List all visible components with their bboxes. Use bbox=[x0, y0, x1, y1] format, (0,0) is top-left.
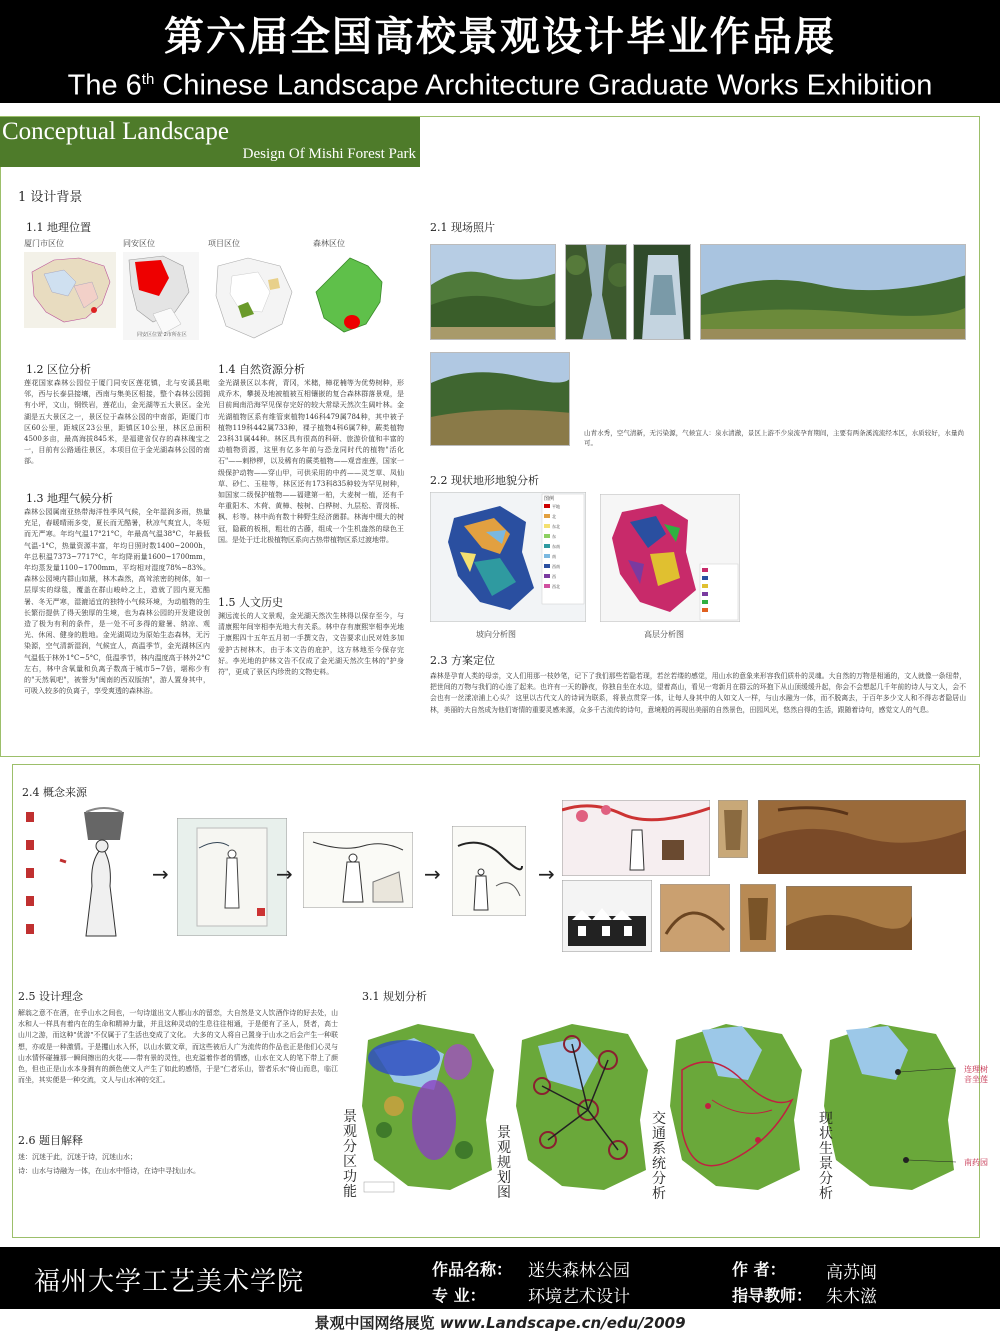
title-en: The 6th Chinese Landscape Architecture Graduate Works Exhibition bbox=[67, 69, 933, 102]
arrow-right-icon: → bbox=[424, 862, 441, 886]
concept-painting-3 bbox=[452, 826, 526, 916]
slope-legend-title: 图例 bbox=[544, 496, 555, 502]
concept-painting-6 bbox=[758, 800, 966, 874]
website-link[interactable]: www.Landscape.cn/edu/2009 bbox=[439, 1314, 686, 1332]
legend-text-5: 南 bbox=[552, 554, 556, 559]
section-1-5-title: 1.5 人文历史 bbox=[218, 596, 283, 609]
banner-title: Conceptual Landscape bbox=[2, 118, 229, 145]
arrow-right-icon: → bbox=[538, 862, 555, 886]
plan-label-zoning: 景观分区功能 bbox=[343, 1109, 357, 1200]
site-photo-2 bbox=[565, 244, 627, 340]
project-map bbox=[208, 252, 300, 344]
legend-text-1: 北 bbox=[552, 514, 556, 519]
plan-map-ecology bbox=[816, 1010, 964, 1196]
section-2-3-text: 森林是孕育人类的母亲，文人们用那一枝妙笔，记下了我们那些若隐若现，若丝若缕的感觉，用山水的意象来形容我们质朴的灵魂。大自然的万物是相通的，文人就像一条纽带，把世间的万物与我们的心连了起来。也许有一天的静夜，你独自坐在水边，望着高山，看见一弯新月在群云的环抱下从山顶缓缓升起，你会不会想起几千年前的诗人与文人，会不会也有一丝漾凉浦上心头？ 这里以古代文人的诗词为联系，将景点贯穿一体，让每人身其中的人如文人一样，与山水融为一体，而不脱离去，于百年多少文人和不得志者隐居山林，美丽的大自然成为他们寄情的重要灵感来源，众多千古流传的诗句，意境般的再现出美丽的自然景色，田园风光，悠然自得的生活，跟随着诗句，感觉文人的气息。 bbox=[430, 672, 966, 714]
site-photo-4 bbox=[700, 244, 966, 340]
elevation-analysis-map bbox=[600, 494, 740, 622]
section-2-2-title: 2.2 现状地形地貌分析 bbox=[430, 474, 539, 487]
elevation-label: 高层分析图 bbox=[644, 630, 684, 639]
annotation-nanyao-garden: 南药园 bbox=[964, 1158, 988, 1167]
legend-swatch-4 bbox=[544, 544, 550, 548]
section-1-3-text: 森林公园属南亚热带海洋性季风气候，全年湿润多雨，热量充足，春暖晴雨多变，夏长而无酷暑，秋凉气爽宜人，冬短而无严寒。年均气温17°21°C，年最高气温38°C，年最低气温-1°C，热量资源丰富，年均日照时数1400~2000h，年总积温7373~7717°C，年均降雨量1600~1700mm，年均蒸发量1100~1700mm，平均相对湿度78%~83%。森林公园境内群山如黛，林木森然，高耸浓密的树体，如一层厚实的绿毯，覆盖在群山峻岭之上，造就了园内夏无酷暑、冬无严寒，湿漉适宜的独特小气候环境，为动植物的生长繁衍提供了得天独厚的生境，也为森林公园的开发建设创造了极为有利的条件，是一处不可多得的避暑、纳凉、观光、休闲、健身的胜地。金光湖周边为原始生态森林，无污染源，空气清新湿润，气候宜人，高温季节，金光湖林区内气温低于林外1°C~5°C，低温季节，林内温度高于林外2°C左右，林中含氧量和负离子数高于城市5~7倍，堪称少有的"天然氧吧"，被誉为"闽南的西双版纳"，游人置身其中，可吸入较多的负离子，享受爽透的森林浴。 bbox=[24, 508, 210, 696]
section-1-1-title: 1.1 地理位置 bbox=[26, 221, 91, 234]
section-2-4-title: 2.4 概念来源 bbox=[22, 786, 87, 799]
legend-swatch-7 bbox=[544, 574, 550, 578]
section-2-5-title: 2.5 设计理念 bbox=[18, 990, 83, 1003]
concept-painting-4 bbox=[562, 800, 710, 876]
china-map bbox=[24, 252, 116, 328]
bottom-bar bbox=[0, 1309, 1000, 1333]
section-1-2-title: 1.2 区位分析 bbox=[26, 363, 91, 376]
concept-painting-7 bbox=[562, 880, 652, 952]
label-tongan: 同安区位 bbox=[123, 239, 155, 248]
legend-swatch-6 bbox=[544, 564, 550, 568]
advisor-value: 朱木滋 bbox=[826, 1287, 877, 1307]
section-2-5-text: 解翁之意不在酒，在乎山水之间也，一句诗道出文人都山水的留恋，大自然是文人饮酒作诗的好去处，山水和人一样具有着内在的生命和精神力量，并且这种灵动的生息往往相通，于是便有了圣人，贤者，高士山川之游，而这种"优游"不仅属于了生活也变成了文化。 大多的文人将自己置身于山水之后会产生一种联想，亦或是一种激情。于是攫山水入怀，以山水做文章，而这些被后人广为流传的作品也正是他们心灵与山水情怀碰撞那一瞬间擦出的火花——带有景的灵性，也充溢着作者的情感，山水在文人的笔下带上了颜色，但也正是山水本身拥有的颜色使文人产生了如此的感悟，于是"仁者乐山，智者乐水"倚山而息，临江而坐，其实便是一种交流，文人与山水神的交汇。 bbox=[18, 1009, 338, 1085]
arrow-right-icon: → bbox=[152, 862, 169, 886]
section-1-4-title: 1.4 自然资源分析 bbox=[218, 363, 305, 376]
concept-painting-8 bbox=[660, 884, 730, 952]
concept-painting-5 bbox=[718, 800, 748, 858]
plan-map-landscape bbox=[508, 1010, 656, 1196]
legend-text-3: 东 bbox=[552, 534, 556, 539]
major-value: 环境艺术设计 bbox=[528, 1287, 630, 1307]
section-3-1-title: 3.1 规划分析 bbox=[362, 990, 427, 1003]
section-1-title: 1 设计背景 bbox=[18, 190, 83, 205]
work-name-value: 迷失森林公园 bbox=[528, 1261, 630, 1281]
plan-label-traffic: 交通系统分析 bbox=[652, 1111, 666, 1202]
legend-text-7: 西 bbox=[552, 574, 556, 579]
slope-label: 坡向分析图 bbox=[476, 630, 516, 639]
arrow-right-icon: → bbox=[276, 862, 293, 886]
section-1-5-text: 渊远流长的人文景观，金光湖天然次生林得以保存至今，与清康熙年间宰相李光地大有关系。林中存有康熙宰相李光地于康熙四十五年五月初一手撰文告，文告要求山民对姓多加爱护古树林木，由于本文告的庇护，这方林地至今保存完好。李光地的护林文告不仅成了金光湖天然次生林的"护身符"，更成了景区内珍贵的文物史料。 bbox=[218, 612, 404, 677]
section-2-6-title: 2.6 题目解释 bbox=[18, 1134, 83, 1147]
slope-analysis-map bbox=[430, 492, 586, 622]
banner-subtitle: Design Of Mishi Forest Park bbox=[242, 146, 416, 162]
concept-painting-10 bbox=[786, 886, 912, 950]
forest-map bbox=[310, 252, 392, 338]
plan-label-landscape: 景观规划图 bbox=[497, 1125, 511, 1201]
label-forest: 森林区位 bbox=[313, 239, 345, 248]
section-1-4-text: 金光湖景区以本荷，青冈，米槠，樟花楠等为优势树种，形成乔木，攀援及地被植被互相镶嵌的复合森林群落景观，是目前闽南沿海罕见保存完好的较大常绿天然次生阔叶林。金光湖植物区系有维管束植物146科479属784种，其中被子植物119科442属733种，裸子植物4科6属7种，蕨类植物23科31属44种。林区具有很高的科研、旅游价值和丰富的动植物资源，这里有亿多年前与恐龙同时代的植物"活化石"——刺桫椤，以及稀有的蕨类植物——观音座莲，国家一级保护动物——穿山甲，可供采用的中药——灵芝草、凤仙草、砂仁、玉桂等，林区还有173科835种较为罕见树种，如国家二级保护植物——福建第一柏，大麦树一植，还有千年重阳木、木荷、黄樟、桉树、白桦树、九层松、青岗栎、枫、杉等。林中尚有数十种野生经济菌群。林海中缀大的树冠，隐蔽的板根，粗壮的古藤，组成一个生机盎然的绿色王国。是处于迁北极植物区系向古热带植物区系过渡地带。 bbox=[218, 379, 404, 544]
legend-text-2: 东北 bbox=[552, 524, 560, 529]
tongan-map bbox=[123, 252, 199, 340]
major-label: 专 业： bbox=[432, 1286, 486, 1305]
author-value: 高苏闽 bbox=[826, 1263, 877, 1283]
legend-text-0: 平地 bbox=[552, 504, 560, 509]
section-2-1-title: 2.1 现场照片 bbox=[430, 221, 495, 234]
site-photo-caption: 山青水秀，空气清新，无污染源，气候宜人：泉水清澈，景区上游不少泉流孕育期间，主要有两条溪流流经本区，水质较好，水量尚可。 bbox=[584, 429, 964, 447]
section-2-3-title: 2.3 方案定位 bbox=[430, 654, 495, 667]
section-2-6-line2: 诗：山水与诗融为一体，在山水中悟诗，在诗中寻找山水。 bbox=[18, 1167, 200, 1175]
concept-figure-scholar bbox=[20, 806, 146, 946]
legend-text-4: 东南 bbox=[552, 544, 560, 549]
plan-map-traffic bbox=[662, 1010, 810, 1196]
section-2-6-line1: 迷：沉迷于此，沉迷于诗，沉迷山水； bbox=[18, 1153, 137, 1161]
annotation-lianli-tree: 连理树 bbox=[964, 1065, 988, 1074]
page-header bbox=[0, 0, 1000, 103]
label-xiamen: 厦门市区位 bbox=[24, 239, 64, 248]
site-photo-1 bbox=[430, 244, 556, 340]
author-label: 作 者： bbox=[732, 1260, 786, 1279]
section-1-2-text: 莲花国家森林公园位于厦门同安区莲花镇，北与安溪县毗邻，西与长泰县接壤，西南与集美区相接，整个森林公园拥有小坪，文山，钢铁岩，莲花山，金光湖等五大景区。金光湖是五大景区之一，景区位于森林公园的中南部，距厦门市区60公里，距城区23公里，距镇区10公里，林区总面积4500多亩，最高海拔845米，是福建省仅存的森林瑰宝之一，目前有公路通往景区，本项目位于金光湖森林公园的南部。 bbox=[24, 379, 210, 466]
legend-swatch-0 bbox=[544, 504, 550, 508]
legend-swatch-5 bbox=[544, 554, 550, 558]
legend-text-8: 西北 bbox=[552, 584, 560, 589]
school-name: 福州大学工艺美术学院 bbox=[34, 1267, 305, 1297]
advisor-label: 指导教师： bbox=[732, 1286, 813, 1305]
title-cn: 第六届全国高校景观设计毕业作品展 bbox=[164, 14, 836, 60]
legend-swatch-2 bbox=[544, 524, 550, 528]
annotation-yinzuolian: 音坐莲 bbox=[964, 1075, 988, 1084]
legend-swatch-8 bbox=[544, 584, 550, 588]
section-1-3-title: 1.3 地理气候分析 bbox=[26, 492, 113, 505]
plan-label-ecology: 现状生景分析 bbox=[819, 1111, 833, 1202]
label-project: 项目区位 bbox=[208, 239, 240, 248]
site-photo-3 bbox=[633, 244, 691, 340]
site-photo-5 bbox=[430, 352, 570, 446]
page-footer bbox=[0, 1247, 1000, 1309]
tongan-map-note: 同安区位置 2市所在区 bbox=[137, 332, 187, 338]
bottom-prefix: 景观中国网络展览 bbox=[314, 1314, 440, 1332]
legend-text-6: 西南 bbox=[552, 564, 560, 569]
plan-map-zoning bbox=[354, 1010, 502, 1196]
legend-swatch-3 bbox=[544, 534, 550, 538]
concept-painting-2 bbox=[303, 832, 413, 908]
banner bbox=[0, 117, 420, 167]
concept-painting-1 bbox=[177, 818, 287, 936]
legend-swatch-1 bbox=[544, 514, 550, 518]
concept-painting-9 bbox=[740, 884, 776, 952]
work-name-label: 作品名称： bbox=[432, 1260, 513, 1279]
